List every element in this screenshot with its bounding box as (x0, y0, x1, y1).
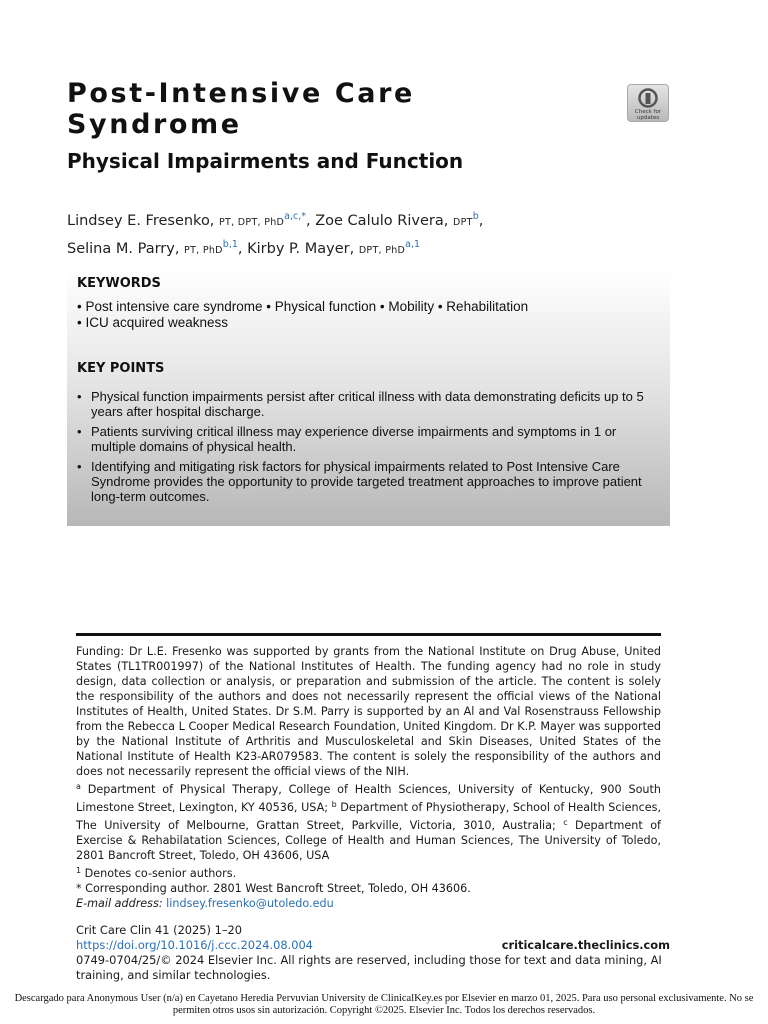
key-point-item: • Identifying and mitigating risk factors for physical impairments related to Post Intensive Care Syndrome provides the opportunity to provide targeted treatment approaches to improve patient long-term outcomes. (77, 459, 642, 504)
affiliation-link[interactable]: b,1 (222, 239, 238, 250)
keywords-line: • ICU acquired weakness (77, 315, 229, 330)
email-note: E-mail address: lindsey.fresenko@utoledo.edu (76, 897, 334, 910)
badge-line-2: updates (636, 115, 660, 121)
bullet-icon: • (77, 424, 82, 439)
author-list (67, 206, 687, 262)
author: Zoe Calulo Rivera, DPT$^b$, (315, 211, 484, 229)
doi-link[interactable]: https://doi.org/10.1016/j.ccc.2024.08.004 (76, 938, 313, 952)
affiliation-link[interactable]: b (472, 211, 479, 222)
author: Selina M. Parry, PT, PhD$^{b,1}$, (67, 239, 248, 257)
article-title: Post-Intensive Care Syndrome (67, 78, 415, 140)
key-point-item: • Patients surviving critical illness may experience diverse impairments and symptoms in 1 or multiple domains of physical health. (77, 424, 617, 454)
check-for-updates-badge[interactable] (627, 84, 669, 122)
key-points-heading: KEY POINTS (77, 361, 165, 376)
bullet-icon: • (77, 459, 82, 474)
article-subtitle: Physical Impairments and Function (67, 149, 464, 173)
co-senior-note: $^1$ Denotes co-senior authors. (76, 866, 237, 880)
badge-label (635, 109, 661, 121)
author: Lindsey E. Fresenko, PT, DPT, PhD$^{a,c,*}$, (67, 211, 316, 229)
email-link[interactable]: lindsey.fresenko@utoledo.edu (166, 897, 334, 910)
keywords-line: • Post intensive care syndrome • Physical function • Mobility • Rehabilitation (77, 299, 529, 314)
keywords-keypoints-box (67, 270, 670, 526)
affiliations-note: $^a$ Department of Physical Therapy, College of Health Sciences, University of Kentucky, 900 South Limestone Street, Lexington, KY 40536, USA; $^b$ Department of Physiotherapy, School of Health Sciences, The University of Melbourne, Grattan Street, Parkville, Victoria, 3010, Australia; $^c$ Department of Exercise & Rehabilatation Sciences, College of Health and Human Sciences, The University of Toledo, 2801 Bancroft Street, Toledo, OH 43606, USA (76, 782, 662, 862)
copyright: 0749-0704/25/© 2024 Elsevier Inc. All rights are reserved, including those for text and data mining, AI training, and similar technologies. (76, 953, 662, 982)
citation: Crit Care Clin 41 (2025) 1–20 (76, 923, 243, 937)
funding-note: Funding: Dr L.E. Fresenko was supported by grants from the National Institute on Drug Abuse, United States (TL1TR001997) of the National Institutes of Health. The funding agency had no role in study design, data collection or analysis, or preparation and submission of the article. The content is solely the responsibility of the authors and does not necessarily represent the official views of the National Institutes of Health, United States. Dr S.M. Parry is supported by an Al and Val Rosenstrauss Fellowship from the Rebecca L Cooper Medical Research Foundation, United Kingdom. Dr K.P. Mayer was supported by the National Institute of Arthritis and Musculoskeletal and Skin Diseases, United States of the National Institute of Health K23-AR079583. The content is solely the responsibility of the authors and does not necessarily represent the official views of the NIH. (76, 645, 661, 778)
check-updates-icon (637, 88, 659, 108)
corresponding-note: * Corresponding author. 2801 West Bancroft Street, Toledo, OH 43606. (76, 882, 471, 895)
affiliation-link[interactable]: a,c,* (284, 211, 306, 222)
key-point-item: • Physical function impairments persist after critical illness with data demonstrating deficits up to 5 years after hospital discharge. (77, 389, 644, 419)
journal-site-link[interactable]: criticalcare.theclinics.com (501, 938, 670, 952)
author: Kirby P. Mayer, DPT, PhD$^{a,1}$ (247, 239, 421, 257)
journal-info (76, 923, 670, 983)
bullet-icon: • (77, 389, 82, 404)
key-points-list (77, 389, 660, 504)
doi-row (76, 938, 670, 953)
download-notice: Descargado para Anonymous User (n/a) en Cayetano Heredia Pervuvian University de ClinicalKey.es por Elsevier en marzo 01, 2025. Para uso personal exclusivamente. No se permiten otros usos sin autorización. Copyright ©2025. Elsevier Inc. Todos los derechos reservados. (14, 993, 754, 1016)
badge-line-1: Check for (634, 109, 662, 115)
footnotes (76, 633, 661, 911)
affiliation-link[interactable]: a,1 (405, 239, 421, 250)
keywords-heading: KEYWORDS (77, 276, 161, 291)
